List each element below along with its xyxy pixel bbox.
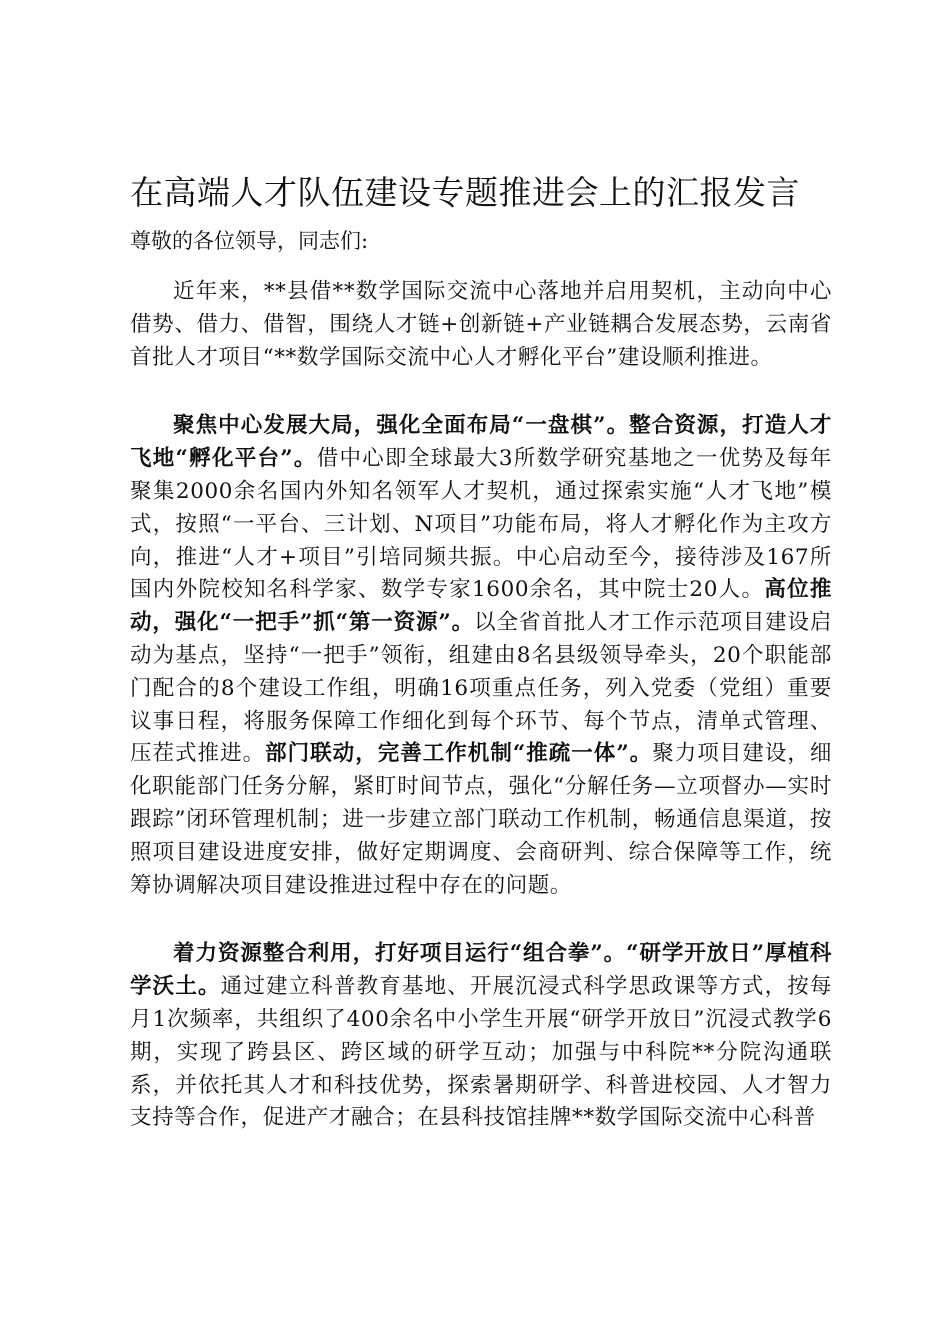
document-title: 在高端人才队伍建设专题推进会上的汇报发言	[130, 173, 800, 212]
document-page	[130, 170, 832, 1171]
section-1-paragraph	[130, 410, 832, 902]
section-2-sub1-text: 通过建立科普教育基地、开展沉浸式科学思政课等方式，按每月1次频率，共组织了400余名中小学生开展“研学开放日”沉浸式教学6期，实现了跨县区、跨区域的研学互动；加强与中科院**分院沟通联系，并依托其人才和科技优势，探索暑期研学、科普进校园、人才智力支持等合作，促进产才融合；在县科技馆挂牌**数学国际交流中心科普	[130, 974, 832, 1131]
section-2-sub1-heading: “研学开放日”厚植科学沃土。	[130, 941, 833, 1000]
section-2-paragraph	[130, 938, 832, 1135]
section-1-sub1-heading: 整合资源，打造人才飞地“孵化平台”。	[130, 413, 832, 472]
section-1-sub2-text: 以全省首批人才工作示范项目建设启动为基点，坚持“一把手”领衔，组建由8名县级领导牵头，20个职能部门配合的8个建设工作组，明确16项重点任务，列入党委（党组）重要议事日程，将服务保障工作细化到每个环节、每个节点，清单式管理、压茬式推进。	[130, 610, 833, 767]
section-1-sub3-text: 聚力项目建设，细化职能部门任务分解，紧盯时间节点，强化“分解任务—立项督办—实时跟踪”闭环管理机制；进一步建立部门联动工作机制，畅通信息渠道，按照项目建设进度安排，做好定期调度、会商研判、综合保障等工作，统筹协调解决项目建设推进过程中存在的问题。	[130, 741, 832, 898]
section-1-sub3-heading: 部门联动，完善工作机制“推疏一体”。	[265, 741, 653, 767]
section-2-heading: 着力资源整合利用，打好项目运行“组合拳”。	[173, 941, 627, 967]
section-1-sub1-text: 借中心即全球最大3所数学研究基地之一优势及每年聚集2000余名国内外知名领军人才契机，通过探索实施“人才飞地”模式，按照“一平台、三计划、N项目”功能布局，将人才孵化作为主攻方向，推进“人才+项目”引培同频共振。中心启动至今，接待涉及167所国内外院校知名科学家、数学专家1600余名，其中院士20人。	[130, 446, 832, 603]
salutation: 尊敬的各位领导，同志们:	[130, 229, 369, 253]
section-1-sub2-heading: 高位推动，强化“一把手”抓“第一资源”。	[130, 577, 832, 636]
section-1-heading: 聚焦中心发展大局，强化全面布局“一盘棋”。	[173, 413, 630, 439]
intro-paragraph: 近年来，**县借**数学国际交流中心落地并启用契机，主动向中心借势、借力、借智，围绕人才链+创新链+产业链耦合发展态势，云南省首批人才项目“**数学国际交流中心人才孵化平台”建设顺利推进。	[130, 279, 832, 370]
